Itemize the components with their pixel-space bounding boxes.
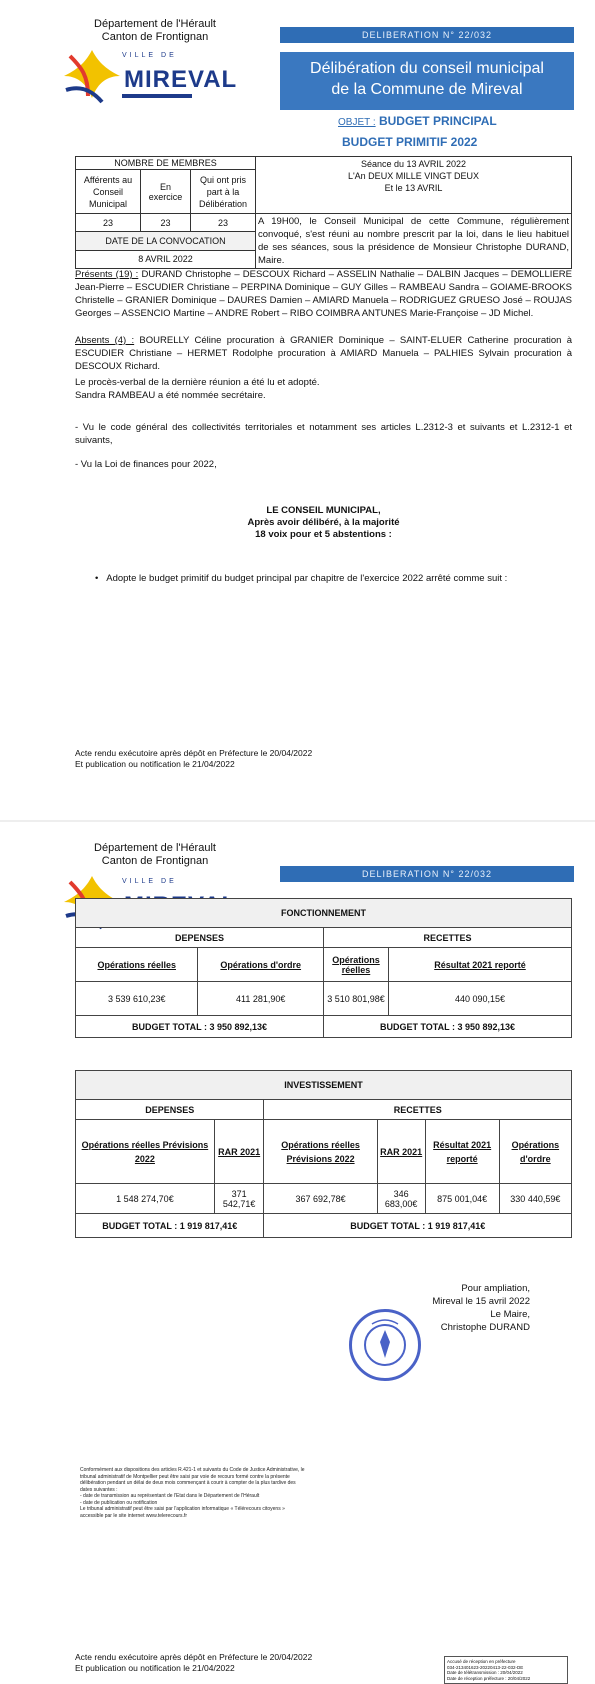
- pv-text: Le procès-verbal de la dernière réunion a été lu et adopté.: [75, 377, 320, 388]
- seance-line-2: L'An DEUX MILLE VINGT DEUX: [347, 171, 480, 181]
- fonctionnement-table: [75, 898, 572, 1038]
- fine-line-4: dates suivantes :: [80, 1486, 118, 1493]
- department-line-2: Département de l'Hérault: [94, 842, 216, 854]
- investissement-table: [75, 1070, 572, 1238]
- department-header: [90, 18, 220, 44]
- fonct-h-op-reelles-dep: Opérations réelles: [76, 948, 198, 982]
- logo-small-text-2: VILLE DE: [122, 878, 177, 885]
- secretaire-text: Sandra RAMBEAU a été nommée secrétaire.: [75, 390, 266, 401]
- seance-body: A 19H00, le Conseil Municipal de cette Commune, régulièrement convoqué, s'est réuni au nombre prescrit par la loi, dans le lieu habituel de ses séances, sous la présidence de Monsieur Christophe DURAND, Maire.: [256, 214, 572, 269]
- members-header: NOMBRE DE MEMBRES: [76, 157, 256, 170]
- invest-h-resultat: Résultat 2021 reporté: [425, 1120, 499, 1184]
- invest-v-op-reelles-rec: 367 692,78€: [264, 1184, 377, 1214]
- presents-label: Présents (19) :: [75, 269, 139, 280]
- col-pris-part: Qui ont pris part à la Délibération: [191, 170, 256, 214]
- budget-subtitle: BUDGET PRIMITIF 2022: [342, 135, 478, 149]
- executoire-footer-2: [75, 1652, 312, 1674]
- title-line-1: Délibération du conseil municipal: [310, 60, 544, 77]
- fine-line-1: Conformément aux dispositions des articles R.421-1 et suivants du Code de Justice Administrative, le: [80, 1467, 305, 1473]
- invest-v-resultat: 875 001,04€: [425, 1184, 499, 1214]
- invest-total-depenses: BUDGET TOTAL : 1 919 817,41€: [76, 1214, 264, 1238]
- logo-main-text: MIREVAL: [124, 66, 238, 93]
- invest-recettes-header: RECETTES: [264, 1100, 572, 1120]
- objet-line: [338, 114, 497, 128]
- department-line: Département de l'Hérault: [94, 18, 216, 30]
- members-table: [75, 156, 572, 269]
- fonct-v-resultat: 440 090,15€: [388, 982, 571, 1016]
- bullet-text: Adopte le budget primitif du budget principal par chapitre de l'exercice 2022 arrêté comme suit :: [106, 573, 508, 584]
- convocation-label: DATE DE LA CONVOCATION: [76, 232, 256, 250]
- executoire-footer-1: [75, 748, 312, 770]
- absents-paragraph: [75, 334, 572, 373]
- bullet-icon: •: [95, 573, 107, 584]
- fine-line-2: tribunal administratif de Montpellier peut être saisi par voie de recours formé contre la présente: [80, 1473, 290, 1480]
- objet-value: BUDGET PRINCIPAL: [378, 114, 497, 128]
- fine-line-7: Le tribunal administratif peut être saisi par l'application informatique « Télérecours citoyens »: [80, 1506, 285, 1512]
- conseil-line-2: Après avoir délibéré, à la majorité: [247, 517, 400, 528]
- col-afferents: Afférents au Conseil Municipal: [76, 170, 141, 214]
- invest-h-rar-dep: RAR 2021: [214, 1120, 264, 1184]
- value-pris-part: 23: [191, 214, 256, 232]
- fine-line-3: délibération pendant un délai de deux mois commençant à courir à compter de la plus tardive des: [80, 1480, 296, 1486]
- legal-fine-print: [80, 1467, 380, 1519]
- signature-line-2: Mireval le 15 avril 2022: [432, 1296, 530, 1307]
- receipt-line-3: Date de télétransmission : 20/04/2022: [447, 1670, 523, 1675]
- canton-line: Canton de Frontignan: [101, 31, 209, 43]
- fonctionnement-title: FONCTIONNEMENT: [76, 899, 572, 928]
- presents-text: DURAND Christophe – DESCOUX Richard – ASSELIN Nathalie – DALBIN Jacques – DEMOLLIERE Jean-Pierre – ESCUDIER Christiane – PERPINA Dominique – GUY Gilles – RAMBEAU Sandra – GOIAME-BROOKS Christelle – GRANIER Dominique – DAURES Damien – AMIARD Manuela – RODRIGUEZ GRUESO José – ROUJAS Georges – ASSENCIO Martine – ANDRE Robert – RIBO COIMBRA ANTUNES Marie-Françoise – JD Michel.: [75, 269, 572, 319]
- prefecture-receipt-box: [444, 1656, 568, 1684]
- convocation-date: 8 AVRIL 2022: [76, 250, 256, 268]
- page-2: [0, 822, 595, 1684]
- fonct-v-op-reelles-rec: 3 510 801,98€: [323, 982, 388, 1016]
- fonct-h-op-reelles-rec: Opérations réelles: [323, 948, 388, 982]
- logo-small-text: VILLE DE: [122, 52, 177, 59]
- deliberation-number-bar: DELIBERATION N° 22/032: [280, 27, 574, 43]
- title-box: [280, 52, 574, 110]
- absents-label: Absents (4) :: [75, 335, 135, 346]
- receipt-line-1: Accusé de réception en préfecture: [447, 1659, 516, 1664]
- fine-line-5: - date de transmission au représentant de l'Etat dans le Département de l'Hérault: [80, 1493, 260, 1499]
- vu-loi-finances: - Vu la Loi de finances pour 2022,: [75, 459, 217, 470]
- logo-mark-icon: [62, 46, 122, 110]
- invest-h-op-reelles-rec: Opérations réelles Prévisions 2022: [264, 1120, 377, 1184]
- seance-line-3: Et le 13 AVRIL: [384, 183, 443, 193]
- invest-total-recettes: BUDGET TOTAL : 1 919 817,41€: [264, 1214, 572, 1238]
- department-header-2: [90, 842, 220, 868]
- presents-paragraph: [75, 268, 572, 320]
- canton-line-2: Canton de Frontignan: [101, 855, 209, 867]
- invest-h-op-reelles-dep: Opérations réelles Prévisions 2022: [76, 1120, 215, 1184]
- executoire-line-2: Et publication ou notification le 21/04/2022: [75, 759, 235, 769]
- absents-text: BOURELLY Céline procuration à GRANIER Dominique – SAINT-ELUER Catherine procuration à ESCUDIER Christiane – HERMET Rodolphe procuration à AMIARD Manuela – PALHIES Sylvain procuration à DESCOUX Richard.: [75, 335, 572, 372]
- invest-v-rar-rec: 346 683,00€: [377, 1184, 425, 1214]
- invest-h-op-ordre: Opérations d'ordre: [499, 1120, 571, 1184]
- fonct-recettes-header: RECETTES: [323, 928, 571, 948]
- col-exercice: En exercice: [141, 170, 191, 214]
- fonct-h-op-ordre: Opérations d'ordre: [198, 948, 324, 982]
- fine-line-6: - date de publication ou notification: [80, 1499, 158, 1506]
- logo-band: [122, 94, 192, 98]
- executoire2-line-2: Et publication ou notification le 21/04/2022: [75, 1663, 235, 1673]
- objet-label: OBJET :: [338, 117, 376, 128]
- executoire-line-1: Acte rendu exécutoire après dépôt en Préfecture le 20/04/2022: [75, 748, 313, 758]
- signature-line-4: Christophe DURAND: [440, 1322, 530, 1333]
- signature-line-1: Pour ampliation,: [461, 1283, 530, 1294]
- investissement-title: INVESTISSEMENT: [76, 1071, 572, 1100]
- vu-code-general: - Vu le code général des collectivités territoriales et notamment ses articles L.2312-3 et suivants et L.2312-1 et suivants,: [75, 422, 572, 446]
- deliberation-number-bar-2: DELIBERATION N° 22/032: [280, 866, 574, 882]
- fonct-depenses-header: DEPENSES: [76, 928, 324, 948]
- value-exercice: 23: [141, 214, 191, 232]
- fonct-h-resultat: Résultat 2021 reporté: [388, 948, 571, 982]
- title-line-2: de la Commune de Mireval: [331, 81, 523, 98]
- invest-v-op-ordre: 330 440,59€: [499, 1184, 571, 1214]
- signature-line-3: Le Maire,: [490, 1309, 530, 1320]
- invest-v-op-reelles-dep: 1 548 274,70€: [76, 1184, 215, 1214]
- seance-cell: [256, 157, 572, 214]
- mairie-stamp: [349, 1309, 421, 1381]
- fine-line-8: accessible par le site internet www.telerecours.fr: [80, 1512, 187, 1519]
- invest-v-rar-dep: 371 542,71€: [214, 1184, 264, 1214]
- conseil-line-3: 18 voix pour et 5 abstentions :: [255, 529, 392, 540]
- receipt-line-2: 034-213401623-20220413-22-032-DE: [447, 1664, 524, 1670]
- fonct-total-depenses: BUDGET TOTAL : 3 950 892,13€: [76, 1016, 324, 1038]
- fonct-v-op-ordre: 411 281,90€: [198, 982, 324, 1016]
- adopte-bullet: [95, 573, 565, 584]
- conseil-block: [75, 505, 572, 541]
- fonct-total-recettes: BUDGET TOTAL : 3 950 892,13€: [323, 1016, 571, 1038]
- invest-h-rar-rec: RAR 2021: [377, 1120, 425, 1184]
- page-1: [0, 0, 595, 822]
- invest-depenses-header: DEPENSES: [76, 1100, 264, 1120]
- conseil-line-1: LE CONSEIL MUNICIPAL,: [266, 505, 381, 516]
- executoire2-line-1: Acte rendu exécutoire après dépôt en Préfecture le 20/04/2022: [75, 1652, 313, 1662]
- stamp-emblem-icon: [352, 1312, 418, 1378]
- receipt-line-4: Date de réception préfecture : 20/04/2022: [447, 1675, 531, 1681]
- mireval-logo: [62, 46, 238, 110]
- seance-line-1: Séance du 13 AVRIL 2022: [360, 159, 467, 169]
- value-afferents: 23: [76, 214, 141, 232]
- fonct-v-op-reelles-dep: 3 539 610,23€: [76, 982, 198, 1016]
